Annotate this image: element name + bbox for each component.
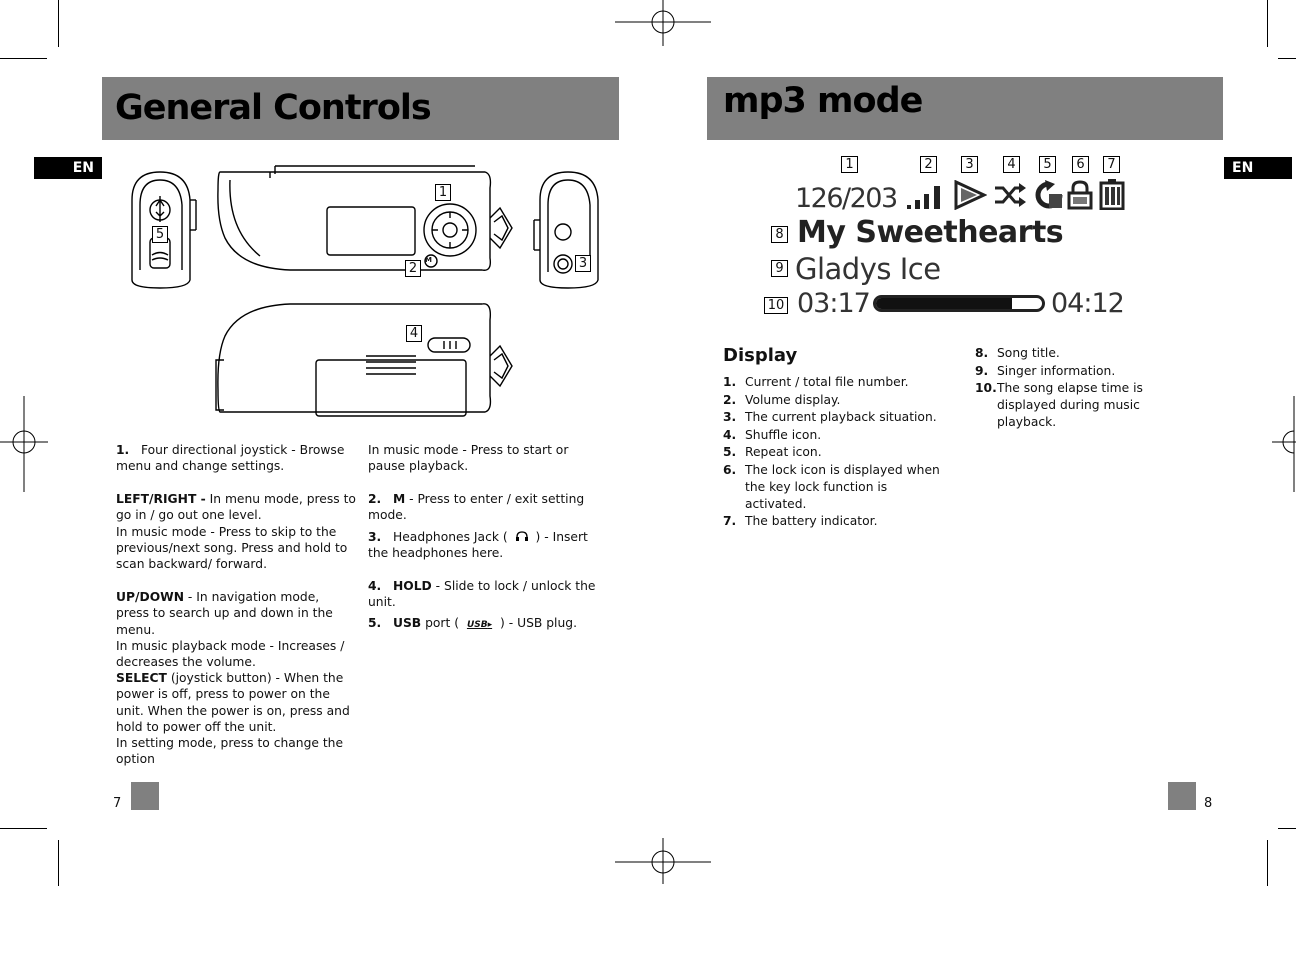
device-illustration: [120, 160, 610, 430]
display-item: [723, 392, 948, 409]
display-item: [975, 363, 1200, 380]
control-item-4: [368, 578, 613, 611]
display-item-text: The current playback situation.: [745, 410, 937, 424]
display-item: [723, 462, 948, 513]
display-item-num: 5.: [723, 445, 737, 459]
display-item: [723, 374, 948, 391]
battery-icon: [1099, 178, 1125, 210]
usb-logo-text: USB: [466, 620, 488, 630]
control-item-2-text: - Press to enter / exit setting mode.: [368, 492, 585, 523]
control-item-5-text-b: ) - USB plug.: [500, 616, 577, 630]
lcd-elapsed-time: 03:17: [797, 288, 870, 319]
lcd-file-number: 126/203: [795, 183, 897, 214]
lang-tab-left-label: EN: [72, 160, 94, 176]
lang-tab-right-label: EN: [1232, 160, 1254, 176]
display-item-text: The lock icon is displayed when the key lock function is activated.: [745, 462, 940, 511]
control-item-4-text: - Slide to lock / unlock the unit.: [368, 579, 596, 610]
shuffle-icon: [993, 182, 1027, 208]
lang-tab-left: [34, 157, 102, 179]
lcd-callout-10: 10: [764, 297, 788, 314]
display-item-text: Volume display.: [745, 392, 841, 407]
registration-mark-right: [1272, 396, 1296, 492]
page-title-left: General Controls: [115, 88, 431, 128]
display-item-text: The battery indicator.: [745, 514, 878, 528]
display-item: [723, 409, 948, 426]
control-item-5-label: USB: [392, 616, 422, 630]
display-item-text: Song title.: [997, 346, 1060, 360]
display-list-col2: [975, 345, 1200, 432]
device-callout-3: 3: [575, 255, 591, 272]
control-up-down-text-music: In music playback mode - Increases / decreases the volume.: [116, 638, 345, 670]
display-item: [723, 427, 948, 444]
page-number-right: 8: [1204, 796, 1213, 811]
control-item-1-text: Four directional joystick - Browse menu and change settings.: [116, 443, 345, 474]
control-item-5-num: 5.: [368, 616, 382, 630]
device-callout-2: 2: [405, 260, 421, 277]
lcd-song-title: My Sweethearts: [797, 215, 1064, 250]
display-item: [723, 444, 948, 461]
control-item-2: [368, 491, 613, 524]
lang-tab-right: [1224, 157, 1292, 179]
device-callout-5: 5: [152, 226, 168, 243]
play-icon: [953, 180, 987, 210]
display-item-num: 2.: [723, 392, 737, 407]
display-item-num: 9.: [975, 363, 989, 378]
lcd-callout-2: 2: [920, 156, 937, 173]
control-item-1-num: 1.: [116, 443, 130, 457]
lcd-callout-9: 9: [771, 260, 788, 277]
device-callout-1: 1: [435, 184, 451, 201]
display-heading: Display: [723, 345, 798, 366]
control-up-down-text: - In navigation mode, press to search up and down in the menu.: [116, 590, 333, 637]
usb-logo-icon: USB▸: [466, 620, 493, 630]
display-item-text: Repeat icon.: [745, 445, 822, 459]
control-item-2-label: M: [392, 492, 406, 506]
page-title-right: mp3 mode: [723, 81, 923, 121]
registration-mark-top: [615, 0, 711, 46]
page-number-left: 7: [113, 796, 122, 811]
control-select-text: (joystick button) - When the power is off, press to power on the unit. When the power is on, press and hold to power off the unit.: [116, 671, 350, 734]
control-item-3-text-b: ) - Insert the headphones here.: [368, 530, 588, 561]
lcd-progress-fill: [876, 298, 1012, 309]
display-item-num: 1.: [723, 375, 737, 389]
display-item: [975, 380, 1200, 431]
page-marker-right: [1168, 782, 1196, 810]
volume-icon: [906, 182, 946, 210]
control-left-right-label: LEFT/RIGHT -: [116, 492, 206, 506]
display-item-text: Shuffle icon.: [745, 427, 822, 442]
lcd-progress-bar: [873, 295, 1045, 312]
control-select-text-setting: In setting mode, press to change the option: [116, 736, 344, 767]
display-item-text: Singer information.: [997, 363, 1116, 378]
control-left-right: [116, 491, 356, 572]
control-item-3-text-a: Headphones Jack (: [392, 530, 508, 544]
control-item-2-num: 2.: [368, 492, 382, 506]
control-item-5-text-a: port (: [421, 616, 460, 630]
control-item-1: [116, 442, 356, 475]
control-left-right-text: In menu mode, press to go in / go out one level.: [116, 492, 356, 523]
display-item-num: 7.: [723, 514, 737, 528]
headphones-icon: [515, 531, 529, 542]
control-up-down: [116, 589, 356, 670]
control-select: [116, 670, 356, 768]
display-item-text: The song elapse time is displayed during music playback.: [997, 381, 1143, 429]
lcd-callout-5: 5: [1039, 156, 1056, 173]
display-item-num: 3.: [723, 410, 737, 424]
lcd-callout-1: 1: [841, 156, 858, 173]
display-list-col1: [723, 374, 948, 531]
lcd-callout-3: 3: [961, 156, 978, 173]
control-item-3-num: 3.: [368, 530, 382, 544]
display-item: [975, 345, 1200, 362]
lcd-callout-7: 7: [1103, 156, 1120, 173]
registration-mark-bottom: [615, 838, 711, 884]
device-callout-4: 4: [406, 325, 422, 342]
control-item-5: [368, 615, 613, 633]
control-select-label: SELECT: [116, 671, 167, 685]
display-item-num: 6.: [723, 462, 737, 477]
registration-mark-left: [0, 396, 48, 492]
control-music-continued: In music mode - Press to start or pause playback.: [368, 443, 569, 474]
m-button-label: M: [425, 256, 432, 264]
control-left-right-text-music: In music mode - Press to skip to the previous/next song. Press and hold to scan backward/ forward.: [116, 524, 348, 572]
page-marker-left: [131, 782, 159, 810]
control-item-4-label: HOLD: [392, 579, 432, 593]
display-item-text: Current / total file number.: [745, 375, 909, 389]
lcd-callout-4: 4: [1003, 156, 1020, 173]
display-item-num: 10.: [975, 381, 997, 395]
repeat-icon: [1033, 180, 1065, 210]
lcd-callout-6: 6: [1072, 156, 1089, 173]
control-item-4-num: 4.: [368, 579, 382, 593]
display-item: [723, 513, 948, 530]
lcd-callout-8: 8: [771, 226, 788, 243]
control-item-3: [368, 529, 608, 562]
lock-icon: [1066, 180, 1094, 210]
lcd-total-time: 04:12: [1051, 288, 1124, 319]
lcd-singer: Gladys Ice: [795, 252, 941, 286]
display-item-num: 4.: [723, 427, 737, 442]
control-up-down-label: UP/DOWN: [116, 590, 185, 604]
display-item-num: 8.: [975, 346, 989, 360]
